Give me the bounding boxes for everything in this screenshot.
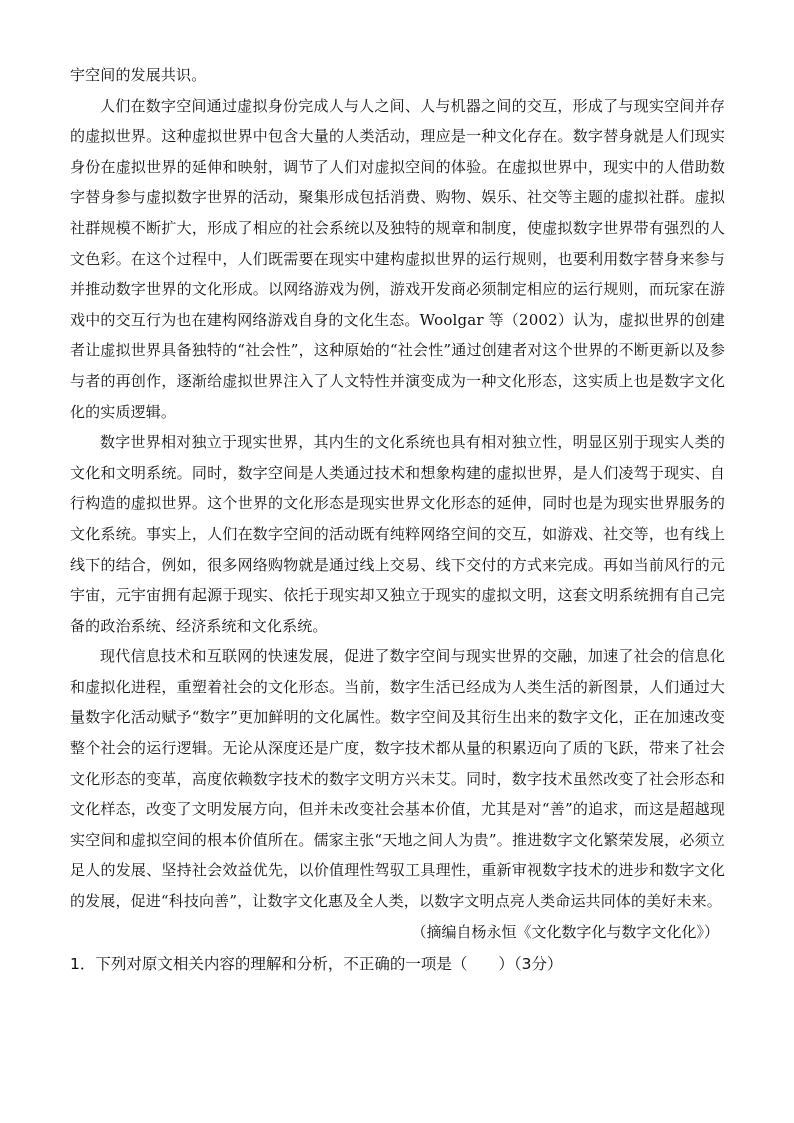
paragraph-virtual-world: 人们在数字空间通过虚拟身份完成人与人之间、人与机器之间的交互，形成了与现实空间并存的虚拟世界。这种虚拟世界中包含大量的人类活动，理应是一种文化存在。数字替身就是人们现实身份在虚拟世界的延伸和映射，调节了人们对虚拟空间的体验。在虚拟世界中，现实中的人借助数字替身参与虚拟数字世界的活动，聚集形成包括消费、购物、娱乐、社交等主题的虚拟社群。虚拟社群规模不断扩大，形成了相应的社会系统以及独特的规章和制度，使虚拟数字世界带有强烈的人文色彩。在这个过程中，人们既需要在现实中建构虚拟世界的运行规则，也要利用数字替身来参与并推动数字世界的文化形成。以网络游戏为例，游戏开发商必须制定相应的运行规则，而玩家在游戏中的交互行为也在建构网络游戏自身的文化生态。Woolgar 等（2002）认为，虚拟世界的创建者让虚拟世界具备独特的“社会性”，这种原始的“社会性”通过创建者对这个世界的不断更新以及参与者的再创作，逐渐给虚拟世界注入了人文特性并演变成为一种文化形态，这实质上也是数字文化化的实质逻辑。	[70, 96, 725, 421]
paragraph-continuation: 宇空间的发展共识。	[70, 66, 207, 84]
document-page	[70, 60, 725, 979]
paragraph-digital-world: 数字世界相对独立于现实世界，其内生的文化系统也具有相对独立性，明显区别于现实人类的文化和文明系统。同时，数字空间是人类通过技术和想象构建的虚拟世界，是人们凌驾于现实、自行构造的虚拟世界。这个世界的文化形态是现实世界文化形态的延伸，同时也是为现实世界服务的文化系统。事实上，人们在数字空间的活动既有纯粹网络空间的交互，如游戏、社交等，也有线上线下的结合，例如，很多网络购物就是通过线上交易、线下交付的方式来完成。再如当前风行的元宇宙，元宇宙拥有起源于现实、依托于现实却又独立于现实的虚拟文明，这套文明系统拥有自己完备的政治系统、经济系统和文化系统。	[70, 433, 725, 635]
paragraph-digital-civilization: 现代信息技术和互联网的快速发展，促进了数字空间与现实世界的交融，加速了社会的信息化和虚拟化进程，重塑着社会的文化形态。当前，数字生活已经成为人类生活的新图景，人们通过大量数字化活动赋予“数字”更加鲜明的文化属性。数字空间及其衍生出来的数字文化，正在加速改变整个社会的运行逻辑。无论从深度还是广度，数字技术都从量的积累迈向了质的飞跃，带来了社会文化形态的变革，高度依赖数字技术的数字文明方兴未艾。同时，数字技术虽然改变了社会形态和文化样态，改变了文明发展方向，但并未改变社会基本价值，尤其是对“善”的追求，而这是超越现实空间和虚拟空间的根本价值所在。儒家主张“天地之间人为贵”。推进数字文化繁荣发展，必须立足人的发展、坚持社会效益优先，以价值理性驾驭工具理性，重新审视数字技术的进步和数字文化的发展，促进“科技向善”，让数字文化惠及全人类，以数字文明点亮人类命运共同体的美好未来。	[70, 647, 725, 911]
source-citation: （摘编自杨永恒《文化数字化与数字文化化》）	[411, 922, 719, 941]
question-1: 1．下列对原文相关内容的理解和分析，不正确的一项是（ ）（3分）	[70, 955, 563, 974]
